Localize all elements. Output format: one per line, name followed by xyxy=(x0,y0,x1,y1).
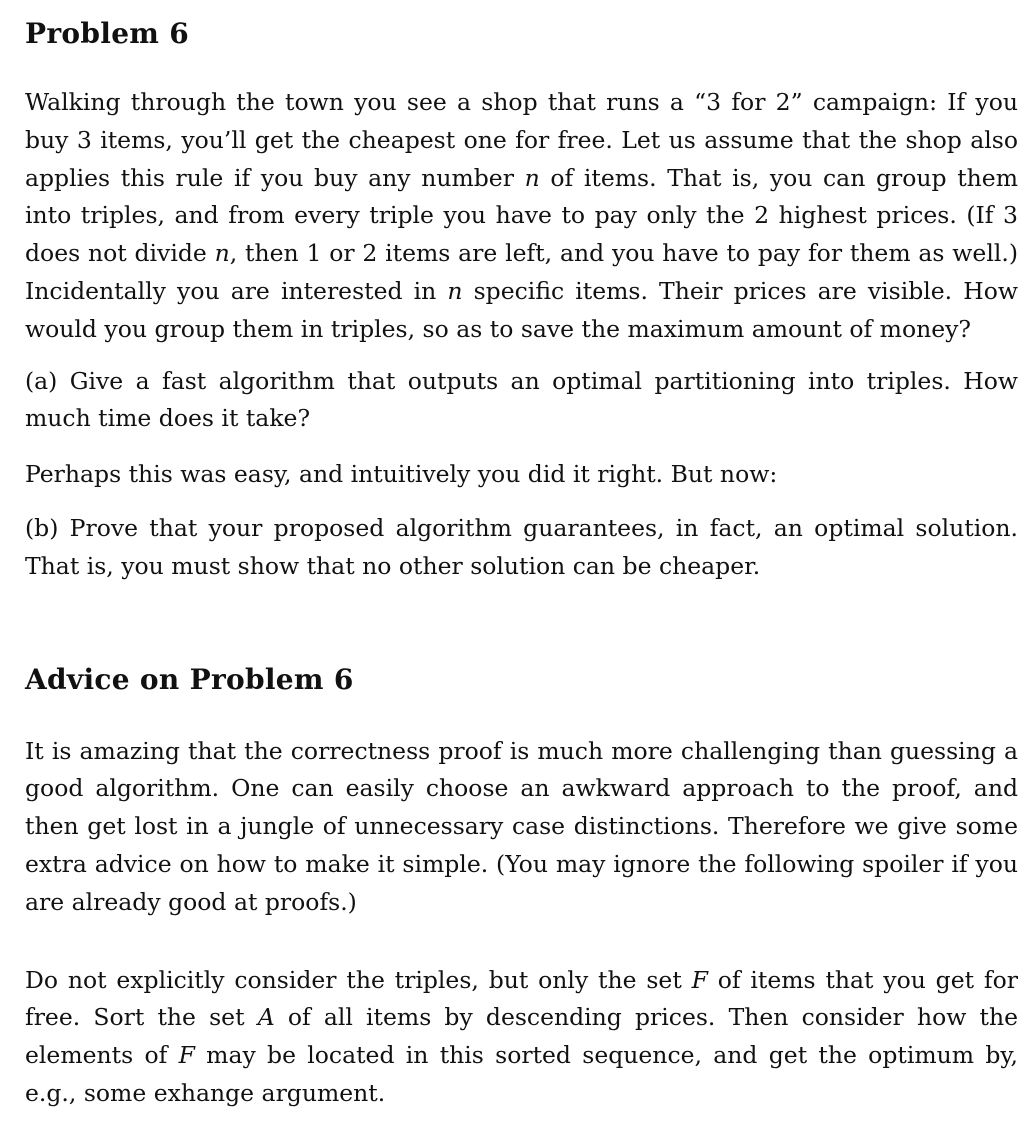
hint-text-2: of items that you get for free. Sort the set xyxy=(25,965,1018,1032)
advice-title: Advice on Problem 6 xyxy=(25,662,354,696)
math-variable-n: n xyxy=(447,276,463,305)
problem-title: Problem 6 xyxy=(25,17,190,50)
problem-statement xyxy=(25,84,1018,349)
hint-text-1: Do not explicitly consider the triples, but only the set xyxy=(25,965,692,994)
math-variable-n: n xyxy=(524,163,540,192)
problem-text-2: of items. That is, you can group them into triples, and from every triple you have to pay only the 2 highest prices. (If 3 does not divide xyxy=(25,163,1018,268)
advice-hint xyxy=(25,962,1018,1113)
problem-text-4: specific items. Their prices are visible. How would you group them in triples, so as to save the maximum amount of money? xyxy=(25,276,1018,343)
transition-text: Perhaps this was easy, and intuitively you did it right. But now: xyxy=(25,460,778,489)
part-a: (a) Give a fast algorithm that outputs an optimal partitioning into triples. How much time does it take? xyxy=(25,366,1018,433)
math-variable-A: A xyxy=(257,1003,275,1032)
problem-text-3: , then 1 or 2 items are left, and you have to pay for them as well.) Incidentally you are interested in xyxy=(25,239,1018,305)
math-variable-n: n xyxy=(214,239,230,268)
part-b: (b) Prove that your proposed algorithm guarantees, in fact, an optimal solution. That is, you must show that no other solution can be cheaper. xyxy=(25,513,1018,580)
problem-text-1: Walking through the town you see a shop that runs a “3 for 2” campaign: If you buy 3 items, you’ll get the cheapest one for free. Let us assume that the shop also applies this rule if you buy any number xyxy=(25,88,1018,192)
hint-text-4: may be located in this sorted sequence, and get the optimum by, e.g., some exhange argument. xyxy=(25,1041,1018,1107)
hint-text-3: of all items by descending prices. Then consider how the elements of xyxy=(25,1003,1018,1070)
math-variable-F: F xyxy=(178,1041,195,1070)
math-variable-F: F xyxy=(691,965,708,994)
advice-paragraph: It is amazing that the correctness proof is much more challenging than guessing a good algorithm. One can easily choose an awkward approach to the proof, and then get lost in a jungle of unnecessary case distinctions. Therefore we give some extra advice on how to make it simple. (You may ignore the following spoiler if you are already good at proofs.) xyxy=(25,736,1018,916)
